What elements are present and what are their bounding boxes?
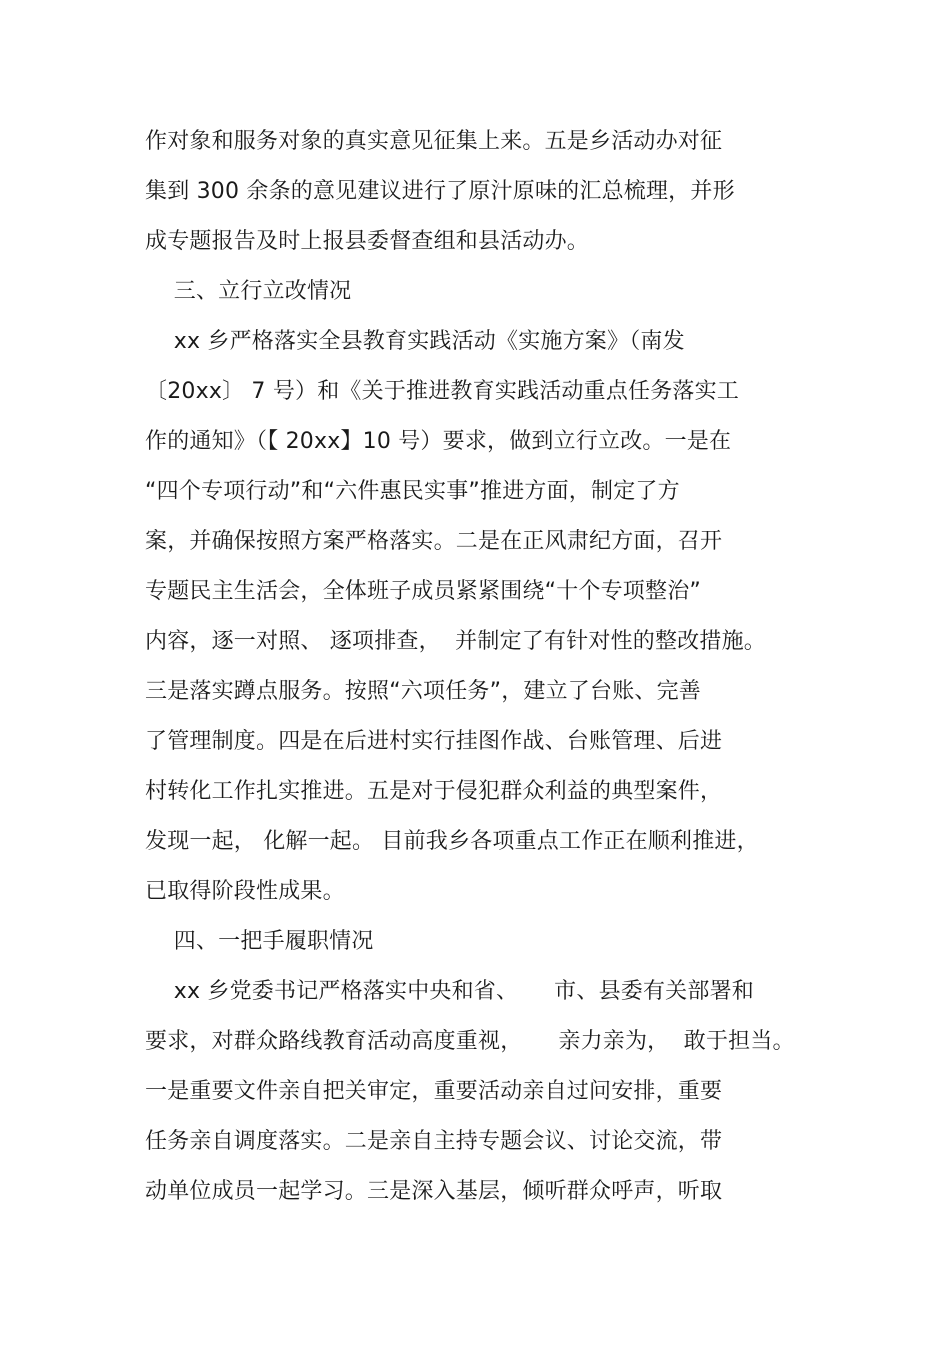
text-line: 案，并确保按照方案严格落实。二是在正风肃纪方面，召开: [145, 529, 723, 554]
text-line: 成专题报告及时上报县委督查组和县活动办。: [145, 229, 590, 254]
text-line: xx 乡党委书记严格落实中央和省、 市、县委有关部署和: [145, 979, 754, 1004]
text-line: 一是重要文件亲自把关审定，重要活动亲自过问安排，重要: [145, 1079, 723, 1104]
section-heading: 三、立行立改情况: [145, 279, 352, 304]
text-line: 三是落实蹲点服务。按照“六项任务”，建立了台账、完善: [145, 679, 701, 704]
text-line: “四个专项行动”和“六件惠民实事”推进方面，制定了方: [145, 479, 680, 504]
text-line: 内容，逐一对照、 逐项排查， 并制定了有针对性的整改措施。: [145, 629, 766, 654]
text-line: 作的通知》（【 20xx】10 号）要求，做到立行立改。一是在: [145, 429, 732, 454]
text-line: 集到 300 余条的意见建议进行了原汁原味的汇总梳理，并形: [145, 179, 735, 204]
text-line: xx 乡严格落实全县教育实践活动《实施方案》（南发: [145, 329, 685, 354]
text-line: 发现一起， 化解一起。 目前我乡各项重点工作正在顺利推进，: [145, 829, 759, 854]
text-line: 〔20xx〕 7 号）和《关于推进教育实践活动重点任务落实工: [145, 379, 740, 404]
text-line: 任务亲自调度落实。二是亲自主持专题会议、讨论交流，带: [145, 1129, 723, 1154]
text-line: 作对象和服务对象的真实意见征集上来。五是乡活动办对征: [145, 129, 723, 154]
text-line: 动单位成员一起学习。三是深入基层，倾听群众呼声，听取: [145, 1179, 723, 1204]
text-line: 要求，对群众路线教育活动高度重视， 亲力亲为， 敢于担当。: [145, 1029, 795, 1054]
text-line: 了管理制度。四是在后进村实行挂图作战、台账管理、后进: [145, 729, 723, 754]
text-line: 已取得阶段性成果。: [145, 879, 345, 904]
text-line: 村转化工作扎实推进。五是对于侵犯群众利益的典型案件，: [145, 779, 723, 804]
section-heading: 四、一把手履职情况: [145, 929, 374, 954]
text-line: 专题民主生活会，全体班子成员紧紧围绕“十个专项整治”: [145, 579, 701, 604]
